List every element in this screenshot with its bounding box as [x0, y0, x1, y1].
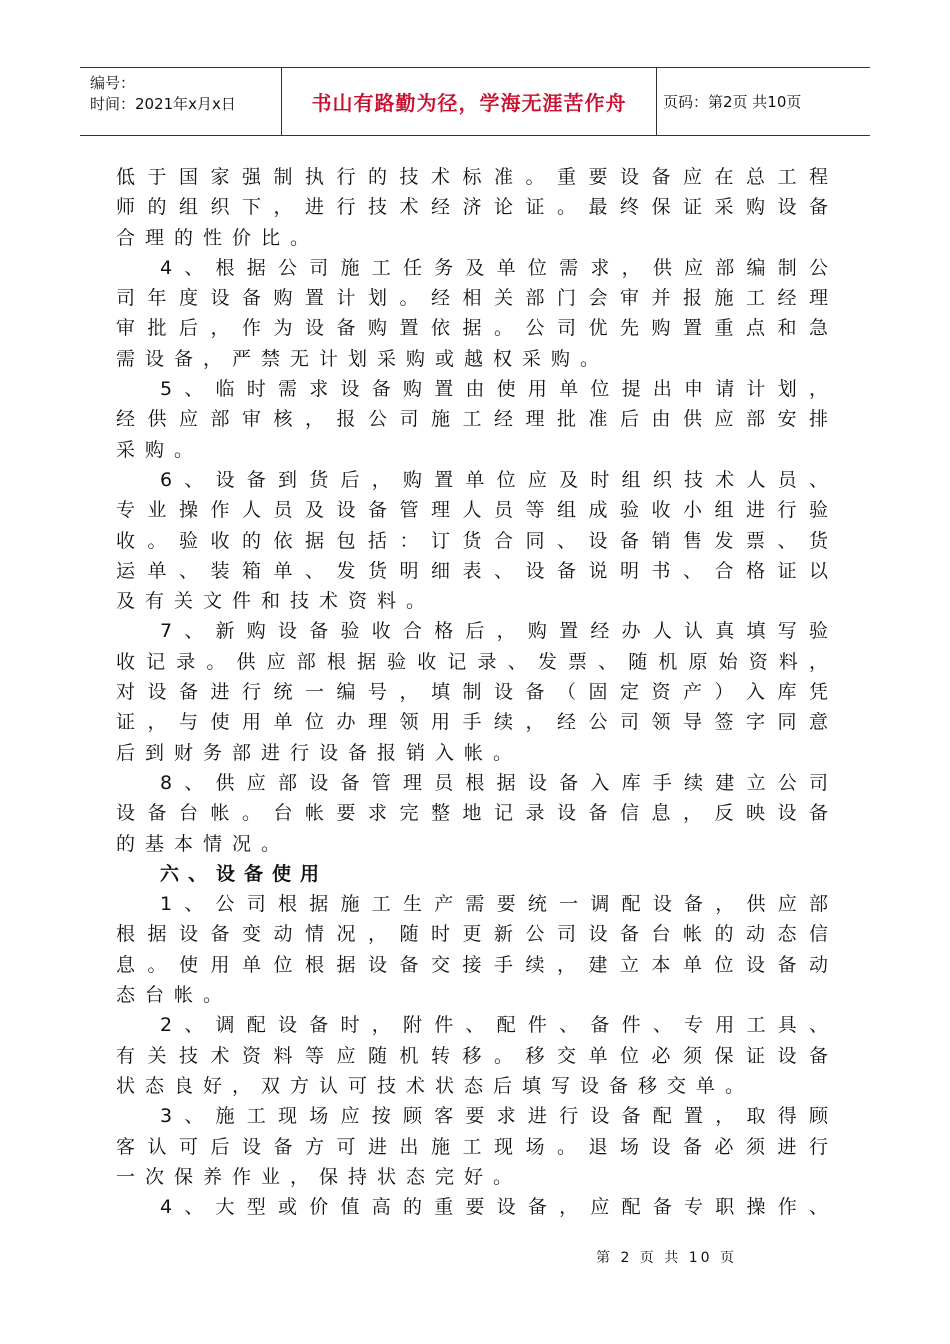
- body-line: 低于国家强制执行的技术标准。重要设备应在总工程: [116, 166, 828, 188]
- body-line: 设备台帐。台帐要求完整地记录设备信息，反映设备: [116, 802, 828, 825]
- header-meta: [80, 68, 282, 135]
- body-line: 对设备进行统一编号，填制设备（固定资产）入库凭: [116, 681, 828, 704]
- section-heading: 六、设备使用: [160, 862, 329, 885]
- body-line: 1、公司根据施工生产需要统一调配设备，供应部: [160, 893, 828, 916]
- document-body: [116, 162, 828, 1222]
- body-line: 采购。: [116, 438, 204, 461]
- body-line: 师的组织下，进行技术经济论证。最终保证采购设备: [116, 196, 828, 219]
- body-line: 8、供应部设备管理员根据设备入库手续建立公司: [160, 771, 828, 794]
- header-page-number: 页码：第2页 共10页: [663, 93, 802, 111]
- body-line: 4、大型或价值高的重要设备，应配备专职操作、: [160, 1196, 828, 1219]
- body-line: 司年度设备购置计划。经相关部门会审并报施工经理: [116, 287, 828, 310]
- body-line: 经供应部审核，报公司施工经理批准后由供应部安排: [116, 408, 828, 431]
- body-line: 及有关文件和技术资料。: [116, 590, 436, 613]
- body-line: 需设备，严禁无计划采购或越权采购。: [116, 347, 610, 370]
- body-line: 2、调配设备时，附件、配件、备件、专用工具、: [160, 1014, 828, 1037]
- header-motto: 书山有路勤为径，学海无涯苦作舟: [311, 91, 627, 115]
- body-line: 3、施工现场应按顾客要求进行设备配置，取得顾: [160, 1105, 828, 1128]
- body-line: 收记录。供应部根据验收记录、发票、随机原始资料，: [116, 650, 828, 673]
- body-line: 7、新购设备验收合格后，购置经办人认真填写验: [160, 620, 828, 643]
- body-line: 证，与使用单位办理领用手续，经公司领导签字同意: [116, 711, 828, 734]
- document-time: 时间：2021年x月x日: [90, 95, 236, 113]
- body-line: 6、设备到货后，购置单位应及时组织技术人员、: [160, 468, 828, 491]
- page-footer: 第 2 页 共 10 页: [596, 1250, 737, 1266]
- body-line: 态台帐。: [116, 984, 233, 1007]
- document-header: [80, 67, 870, 136]
- body-line: 客认可后设备方可进出施工现场。退场设备必须进行: [116, 1135, 828, 1158]
- body-line: 4、根据公司施工任务及单位需求，供应部编制公: [160, 256, 828, 279]
- body-line: 专业操作人员及设备管理人员等组成验收小组进行验: [116, 499, 828, 522]
- body-line: 有关技术资料等应随机转移。移交单位必须保证设备: [116, 1044, 828, 1067]
- document-number-label: 编号：: [90, 74, 136, 92]
- body-line: 息。使用单位根据设备交接手续，建立本单位设备动: [116, 953, 828, 976]
- body-line: 运单、装箱单、发货明细表、设备说明书、合格证以: [116, 559, 828, 582]
- body-line: 根据设备变动情况，随时更新公司设备台帐的动态信: [116, 923, 828, 946]
- header-motto-cell: [282, 68, 657, 135]
- body-line: 合理的性价比。: [116, 226, 320, 249]
- body-line: 状态良好，双方认可技术状态后填写设备移交单。: [116, 1074, 755, 1097]
- body-line: 后到财务部进行设备报销入帐。: [116, 741, 523, 764]
- body-line: 收。验收的依据包括：订货合同、设备销售发票、货: [116, 529, 828, 552]
- body-line: 审批后，作为设备购置依据。公司优先购置重点和急: [116, 317, 828, 340]
- header-page-info: [657, 68, 870, 135]
- body-line: 一次保养作业，保持状态完好。: [116, 1165, 523, 1188]
- body-line: 5、临时需求设备购置由使用单位提出申请计划，: [160, 378, 828, 401]
- body-line: 的基本情况。: [116, 832, 291, 855]
